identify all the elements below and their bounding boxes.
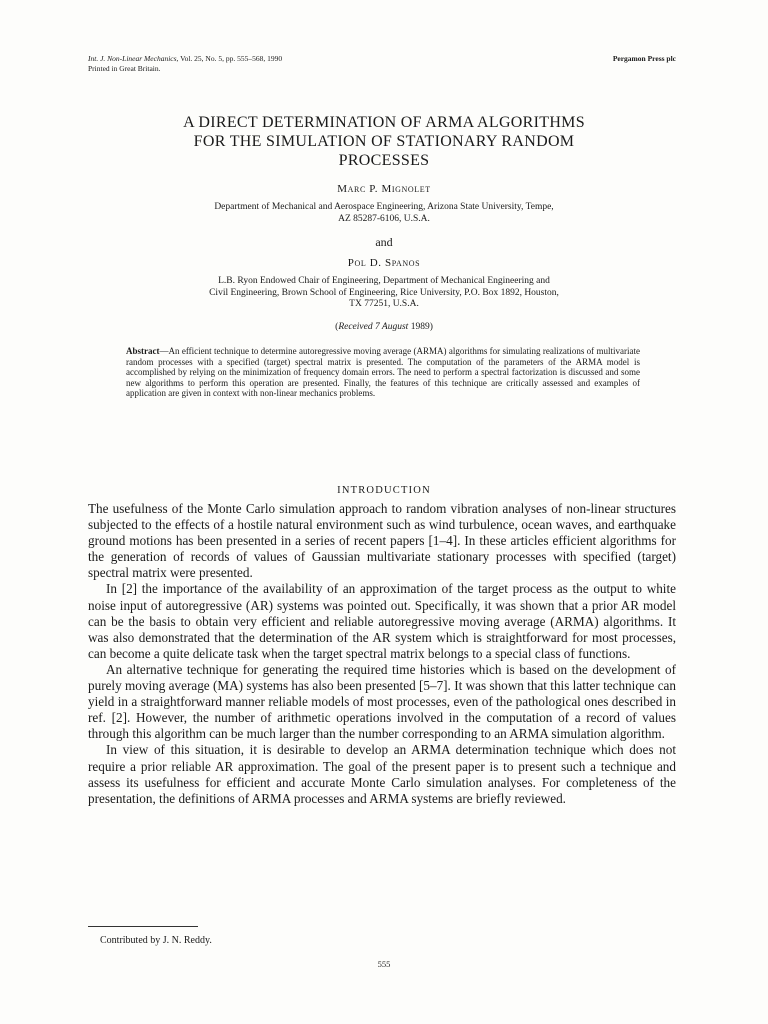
footnote-rule	[88, 926, 198, 927]
received-date: (Received 7 August 1989)	[335, 322, 433, 332]
affiliation-line: Department of Mechanical and Aerospace Engineering, Arizona State University, Tempe,	[214, 202, 554, 212]
author-affiliation	[125, 276, 643, 311]
introduction-body	[88, 501, 676, 807]
abstract-label: Abstract	[126, 346, 160, 356]
publisher: Pergamon Press plc	[612, 54, 676, 63]
affiliation-line: TX 77251, U.S.A.	[349, 299, 419, 309]
printed-note: Printed in Great Britain.	[88, 63, 161, 73]
body-paragraph: In [2] the importance of the availability of an approximation of the target process as the output to white noise input of autoregressive (AR) systems was pointed out. Specifically, it was shown that a prior AR model can be the basis to obtain very efficient and reliable autoregressive moving average (ARMA) algorithms. It was also demonstrated that the determination of the AR system which is straightforward for most processes, can become a quite delicate task when the target spectral matrix belongs to a special class of functions.	[88, 581, 676, 661]
paper-title	[100, 113, 668, 170]
body-paragraph: In view of this situation, it is desirable to develop an ARMA determination technique which does not require a prior reliable AR approximation. The goal of the present paper is to present such a technique and assess its usefulness for efficient and accurate Monte Carlo simulation analyses. For completeness of the presentation, the definitions of ARMA processes and ARMA systems are briefly reviewed.	[88, 742, 676, 806]
journal-volume: Vol. 25, No. 5, pp. 555–568, 1990	[178, 54, 283, 63]
title-line: A DIRECT DETERMINATION OF ARMA ALGORITHMS	[183, 114, 585, 131]
journal-name: Int. J. Non-Linear Mechanics,	[88, 54, 179, 63]
footnote: Contributed by J. N. Reddy.	[100, 935, 212, 946]
affiliation-line: Civil Engineering, Brown School of Engineering, Rice University, P.O. Box 1892, Houston,	[209, 287, 559, 298]
body-paragraph: The usefulness of the Monte Carlo simulation approach to random vibration analyses of non-linear structures subjected to the effects of a hostile natural environment such as wind turbulence, ocean waves, and earthquake ground motions has been presented in a series of recent papers [1–4]. In these articles efficient algorithms for the generation of records of values of Gaussian multivariate stationary processes with specified (target) spectral matrix were presented.	[88, 501, 676, 581]
abstract	[126, 346, 640, 399]
body-paragraph: An alternative technique for generating the required time histories which is based on the development of purely moving average (MA) systems has also been presented [5–7]. It was shown that this latter technique can yield in a straightforward manner reliable models of most processes, even of the pathological ones described in ref. [2]. However, the number of arithmetic operations involved in the computation of a record of values through this algorithm can be much larger than the number corresponding to an ARMA simulation algorithm.	[88, 661, 676, 742]
page-number: 555	[377, 959, 391, 969]
author-name: Marc P. Mignolet	[337, 183, 431, 195]
affiliation-line: L.B. Ryon Endowed Chair of Engineering, Department of Mechanical Engineering and	[218, 276, 550, 286]
affiliation-line: AZ 85287-6106, U.S.A.	[338, 213, 430, 224]
title-line: PROCESSES	[338, 152, 430, 169]
author-affiliation	[130, 202, 638, 225]
running-header	[88, 54, 676, 73]
section-heading: INTRODUCTION	[337, 485, 431, 496]
author-conjunction: and	[375, 235, 393, 249]
title-line: FOR THE SIMULATION OF STATIONARY RANDOM	[193, 133, 575, 150]
journal-citation	[88, 54, 676, 64]
author-name: Pol D. Spanos	[347, 257, 421, 269]
abstract-text: —An efficient technique to determine autoregressive moving average (ARMA) algorithms for simulating realizations of multivariate random processes with a specified (target) spectral matrix is presented. The computation of the parameters of the ARMA model is accomplished by relying on the minimization of frequency domain errors. The need to perform a spectral factorization is discussed and some new algorithms to perform this operation are presented. Finally, the features of this technique are critically assessed and examples of application are given in context with non-linear mechanics problems.	[126, 346, 640, 399]
